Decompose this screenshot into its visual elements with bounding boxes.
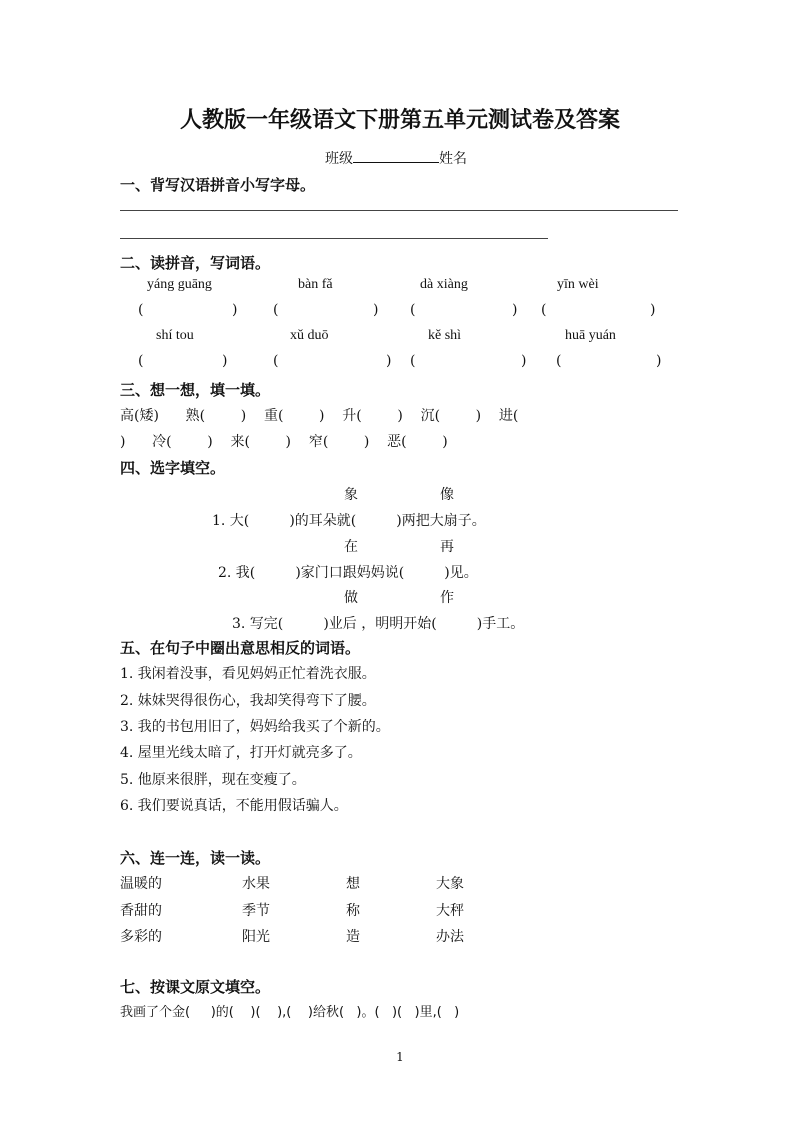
pinyin-item: yáng guāng: [147, 277, 212, 292]
answer-bracket: ): [521, 353, 527, 369]
answer-bracket: (: [138, 302, 144, 318]
pinyin-item: huā yuán: [565, 328, 616, 343]
choice-char: 作: [440, 590, 454, 606]
answer-bracket: ): [222, 353, 228, 369]
section7-heading: 七、按课文原文填空。: [120, 978, 271, 996]
writing-line-2: [120, 238, 548, 239]
sentence-item: 5. 他原来很胖，现在变瘦了。: [120, 772, 306, 788]
answer-bracket: (: [273, 353, 279, 369]
choice-char: 再: [440, 539, 454, 555]
antonym-line-1: 高(矮) 熟( ) 重( ) 升( ) 沉( ) 进(: [120, 408, 519, 424]
match-word: 季节: [242, 903, 270, 919]
answer-bracket: ): [512, 302, 518, 318]
page-title: 人教版一年级语文下册第五单元测试卷及答案: [179, 108, 620, 133]
pinyin-item: yīn wèi: [557, 277, 599, 292]
answer-bracket: ): [656, 353, 662, 369]
answer-bracket: (: [273, 302, 279, 318]
answer-bracket: ): [373, 302, 379, 318]
answer-bracket: ): [386, 353, 392, 369]
match-word: 温暖的: [120, 876, 162, 892]
section3-heading: 三、想一想，填一填。: [120, 381, 271, 399]
section5-heading: 五、在句子中圈出意思相反的词语。: [120, 639, 361, 657]
section1-heading: 一、背写汉语拼音小写字母。: [120, 176, 316, 194]
pinyin-item: shí tou: [156, 328, 194, 343]
writing-line-1: [120, 210, 678, 211]
match-word: 多彩的: [120, 929, 162, 945]
answer-bracket: (: [138, 353, 144, 369]
pinyin-item: kě shì: [428, 328, 462, 343]
student-info: [325, 148, 467, 168]
match-word: 造: [346, 929, 360, 945]
sentence-item: 3. 我的书包用旧了，妈妈给我买了个新的。: [120, 719, 390, 735]
choice-char: 象: [344, 487, 358, 503]
fill-question-1: 1. 大( )的耳朵就( )两把大扇子。: [212, 513, 486, 529]
fill-question-3: 3. 写完( )业后 ，明明开始( )手工。: [232, 616, 525, 632]
choice-char: 做: [344, 590, 358, 606]
fill-question-2: 2. 我( )家门口跟妈妈说( )见。: [218, 565, 478, 581]
sentence-item: 2. 妹妹哭得很伤心，我却笑得弯下了腰。: [120, 693, 376, 709]
choice-char: 在: [344, 539, 358, 555]
choice-char: 像: [440, 487, 454, 503]
page-number: 1: [396, 1050, 404, 1064]
sentence-item: 6. 我们要说真话，不能用假话骗人。: [120, 798, 348, 814]
match-word: 称: [346, 903, 360, 919]
match-word: 大秤: [436, 903, 464, 919]
section6-heading: 六、连一连，读一读。: [120, 849, 271, 867]
answer-bracket: (: [541, 302, 547, 318]
match-word: 办法: [436, 929, 464, 945]
poem-fill-line: 我画了个金( )的( )( ),( )给秋( )。( )( )里,( ): [120, 1005, 460, 1020]
pinyin-item: xǔ duō: [290, 328, 329, 343]
answer-bracket: (: [410, 302, 416, 318]
sentence-item: 4. 屋里光线太暗了，打开灯就亮多了。: [120, 745, 362, 761]
match-word: 想: [346, 876, 360, 892]
answer-bracket: ): [232, 302, 238, 318]
sentence-item: 1. 我闲着没事，看见妈妈正忙着洗衣服。: [120, 666, 376, 682]
section4-heading: 四、选字填空。: [120, 459, 226, 477]
antonym-line-2: ) 冷( ) 来( ) 窄( ) 恶( ): [120, 434, 448, 450]
class-label: 班级: [325, 151, 353, 167]
answer-bracket: (: [556, 353, 562, 369]
answer-bracket: ): [650, 302, 656, 318]
class-blank: [353, 148, 439, 163]
match-word: 水果: [242, 876, 270, 892]
match-word: 香甜的: [120, 903, 162, 919]
name-label: 姓名: [439, 151, 467, 167]
match-word: 大象: [436, 876, 464, 892]
pinyin-item: bàn fǎ: [298, 277, 333, 292]
match-word: 阳光: [242, 929, 270, 945]
pinyin-item: dà xiàng: [420, 277, 468, 292]
section2-heading: 二、读拼音，写词语。: [120, 254, 271, 272]
answer-bracket: (: [410, 353, 416, 369]
